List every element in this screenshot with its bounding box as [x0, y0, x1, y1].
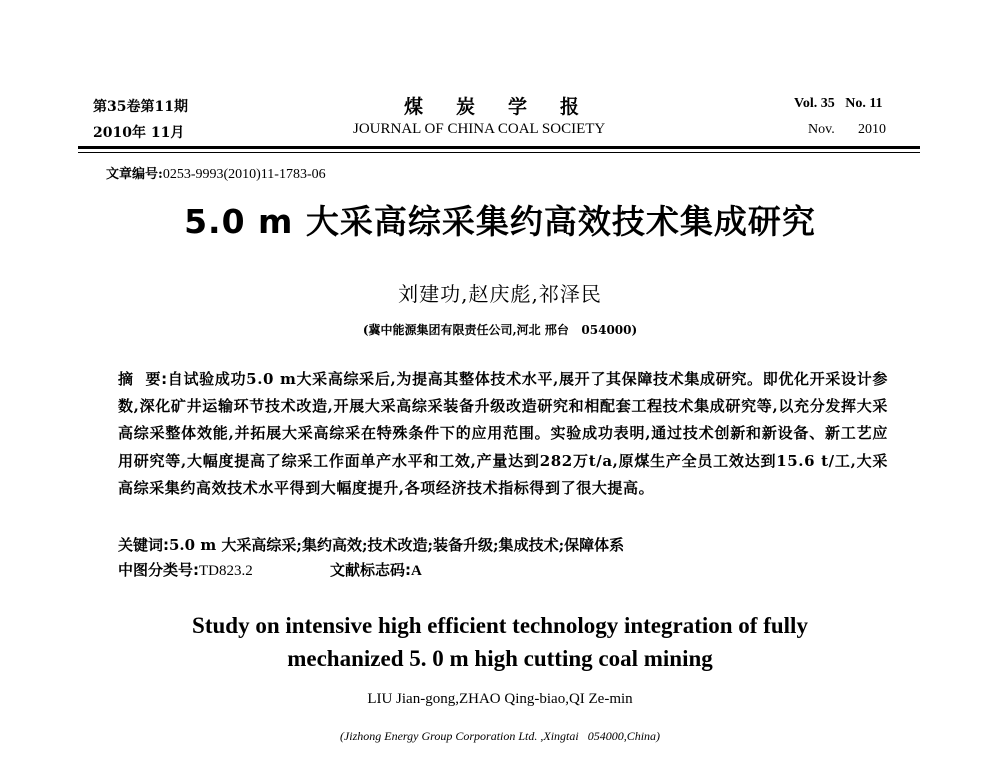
journal-issue-cn: 第35卷第11期 — [93, 99, 188, 115]
article-number-value: 0253-9993(2010)11-1783-06 — [162, 167, 326, 182]
header-rule-thin — [78, 152, 920, 153]
journal-volume: Vol. 35 No. 11 — [794, 96, 883, 111]
keywords-text: 5.0 m 大采高综采;集约高效;技术改造;装备升级;集成技术;保障体系 — [169, 536, 625, 554]
journal-title-en: JOURNAL OF CHINA COAL SOCIETY — [353, 121, 606, 137]
affiliation-en: (Jizhong Energy Group Corporation Ltd. ,Xingtai 054000,China) — [339, 729, 661, 743]
authors-en: LIU Jian-gong,ZHAO Qing-biao,QI Ze-min — [367, 691, 633, 707]
keywords-label: 关键词: — [118, 536, 169, 554]
journal-title-cn: 煤炭学报 — [404, 96, 613, 118]
article-number-label: 文章编号: — [106, 167, 163, 182]
abstract-text: 自试验成功5.0 m大采高综采后,为提高其整体技术水平,展开了其保障技术集成研究。即优化开采设计参数,深化矿井运输环节技术改造,开展大采高综采装备升级改造研究和相配套工程技术集成研究等,以充分发挥大采高综采整体效能,并拓展大采高综采在特殊条件下的应用范围。实验成功表明,通过技术创新和新设备、新工艺应用研究等,大幅度提高了综采工作面单产水平和工效,产量达到282万t/a,原煤生产全员工效达到15.6 t/工,大采高综采集约高效技术水平得到大幅度提升,各项经济技术指标得到了很大提高。 — [118, 370, 888, 497]
journal-year: 2010 — [858, 122, 886, 137]
header-rule-thick — [78, 146, 920, 149]
abstract-label: 摘 要: — [118, 370, 168, 388]
document-code — [330, 559, 422, 580]
journal-date-cn: 2010年 11月 — [93, 125, 185, 141]
article-number — [106, 163, 326, 183]
authors-cn: 刘建功,赵庆彪,祁泽民 — [398, 282, 602, 306]
title-en-line2: mechanized 5. 0 m high cutting coal mining — [287, 646, 713, 671]
document-code-label: 文献标志码: — [330, 561, 411, 579]
keywords — [118, 534, 624, 555]
clc-number — [118, 559, 253, 580]
document-code-value: A — [411, 563, 422, 579]
journal-month: Nov. — [808, 122, 835, 137]
title-en-line1: Study on intensive high efficient technology integration of fully — [192, 613, 808, 638]
clc-value: TD823.2 — [199, 563, 253, 579]
affiliation-cn: (冀中能源集团有限责任公司,河北 邢台 054000) — [362, 323, 638, 337]
title-cn: 5.0 m 大采高综采集约高效技术集成研究 — [184, 202, 816, 241]
clc-label: 中图分类号: — [118, 561, 199, 579]
abstract — [118, 366, 888, 502]
